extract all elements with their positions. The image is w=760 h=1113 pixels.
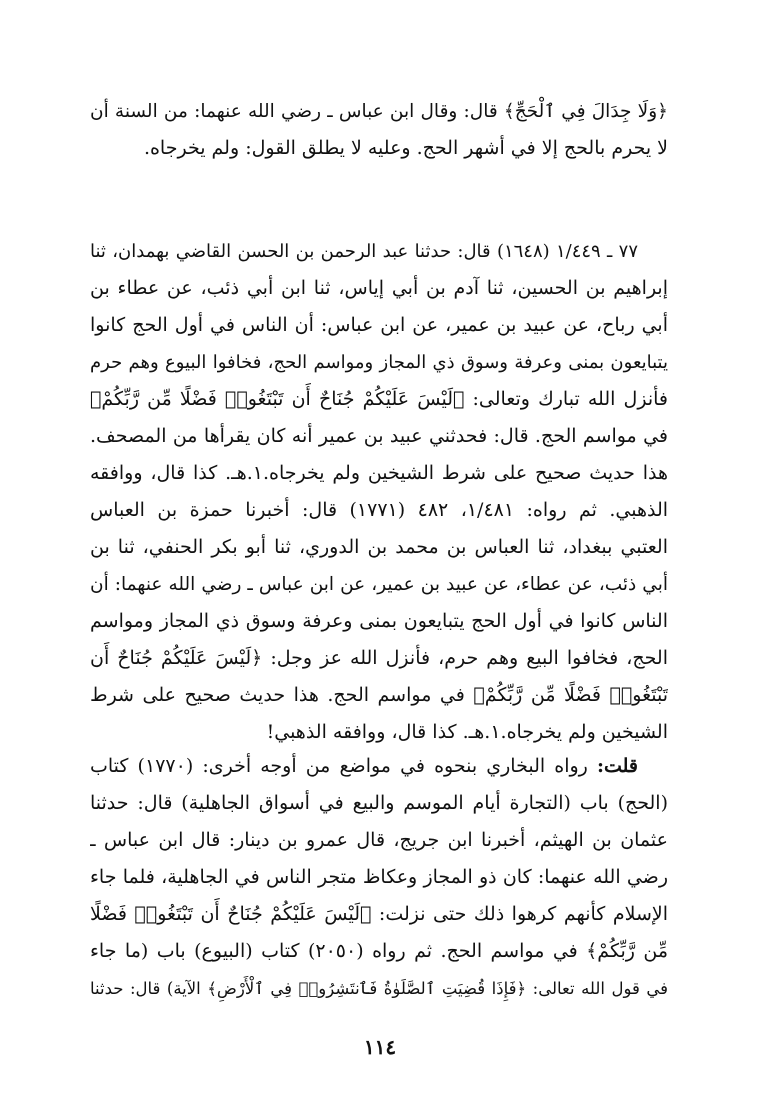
paragraph-2 bbox=[90, 233, 668, 751]
text-line: أبي رباح، عن عبيد بن عمير، عن ابن عباس: أن الناس في أول الحج كانوا bbox=[90, 314, 668, 336]
text-line: في قول الله تعالى: ﴿فَإِذَا قُضِيَتِ ٱلصَّلَوٰةُ فَٱنتَشِرُوا۟ فِي ٱلْأَرْضِ﴾ الآية) قال: حدثنا bbox=[90, 979, 668, 998]
text-line bbox=[90, 748, 668, 785]
text-line: الإسلام كأنهم كرهوا ذلك حتى نزلت: ﴿لَيْسَ عَلَيْكُمْ جُنَاحٌ أَن تَبْتَغُوا۟ فَضْلًا bbox=[90, 903, 668, 925]
text-line: ﴿وَلَا جِدَالَ فِي ٱلْحَجِّ﴾ قال: وقال ابن عباس ـ رضي الله عنهما: من السنة أن bbox=[90, 101, 668, 122]
text-line: أبي ذئب، عن عطاء، عن عبيد بن عمير، عن ابن عباس ـ رضي الله عنهما: أن bbox=[90, 574, 668, 595]
text-line: العتبي ببغداد، ثنا العباس بن محمد بن الدوري، ثنا أبو بكر الحنفي، ثنا بن bbox=[90, 536, 668, 558]
text-line: الشيخين ولم يخرجاه.١.هـ. كذا قال، ووافقه الذهبي! bbox=[266, 721, 668, 743]
text-line: فأنزل الله تبارك وتعالى: ﴿لَيْسَ عَلَيْكُمْ جُنَاحٌ أَن تَبْتَغُوا۟ فَضْلًا مِّن رَّبِّكُمْ﴾ bbox=[90, 388, 668, 410]
text-line: الناس كانوا في أول الحج يتبايعون بمنى وعرفة وسوق ذي المجاز ومواسم bbox=[90, 610, 668, 632]
text-line: عثمان بن الهيثم، أخبرنا ابن جريج، قال عمرو بن دينار: قال ابن عباس ـ bbox=[90, 829, 668, 851]
paragraph-1 bbox=[90, 93, 668, 167]
text-line: مِّن رَّبِّكُمْ﴾ في مواسم الحج. ثم رواه (٢٠٥٠) كتاب (البيوع) باب (ما جاء bbox=[90, 940, 668, 962]
text-line: إبراهيم بن الحسين، ثنا آدم بن أبي إياس، ثنا ابن أبي ذئب، عن عطاء بن bbox=[90, 277, 668, 299]
qult-label: قلت: bbox=[596, 755, 638, 777]
text-line: تَبْتَغُوا۟ فَضْلًا مِّن رَّبِّكُمْ﴾ في مواسم الحج. هذا حديث صحيح على شرط bbox=[90, 684, 668, 706]
text-line: لا يحرم بالحج إلا في أشهر الحج. وعليه لا يطلق القول: ولم يخرجاه. bbox=[143, 137, 668, 159]
text-line: الذهبي. ثم رواه: ١/٤٨١، ٤٨٢ (١٧٧١) قال: أخبرنا حمزة بن العباس bbox=[90, 499, 668, 521]
text-line: الحج، فخافوا البيع وهم حرم، فأنزل الله عز وجل: ﴿لَيْسَ عَلَيْكُمْ جُنَاحٌ أَن bbox=[90, 647, 668, 669]
text-line: (الحج) باب (التجارة أيام الموسم والبيع في أسواق الجاهلية) قال: حدثنا bbox=[90, 792, 668, 814]
text-run: رواه البخاري بنحوه في مواضع من أوجه أخرى: (١٧٧٠) كتاب bbox=[90, 755, 597, 777]
text-line: في مواسم الحج. قال: فحدثني عبيد بن عمير أنه كان يقرأها من المصحف. bbox=[90, 425, 668, 447]
text-line: هذا حديث صحيح على شرط الشيخين ولم يخرجاه.١.هـ. كذا قال، ووافقه bbox=[90, 462, 668, 484]
text-line: ٧٧ ـ ١/٤٤٩ (١٦٤٨) قال: حدثنا عبد الرحمن بن الحسن القاضي بهمدان، ثنا bbox=[90, 241, 638, 262]
text-line: رضي الله عنهما: كان ذو المجاز وعكاظ متجر الناس في الجاهلية، فلما جاء bbox=[90, 866, 668, 888]
text-line: يتبايعون بمنى وعرفة وسوق ذي المجاز ومواسم الحج، فخافوا البيوع وهم حرم bbox=[90, 352, 668, 373]
paragraph-3 bbox=[90, 748, 668, 1007]
page-number: ١١٤ bbox=[363, 1035, 397, 1059]
